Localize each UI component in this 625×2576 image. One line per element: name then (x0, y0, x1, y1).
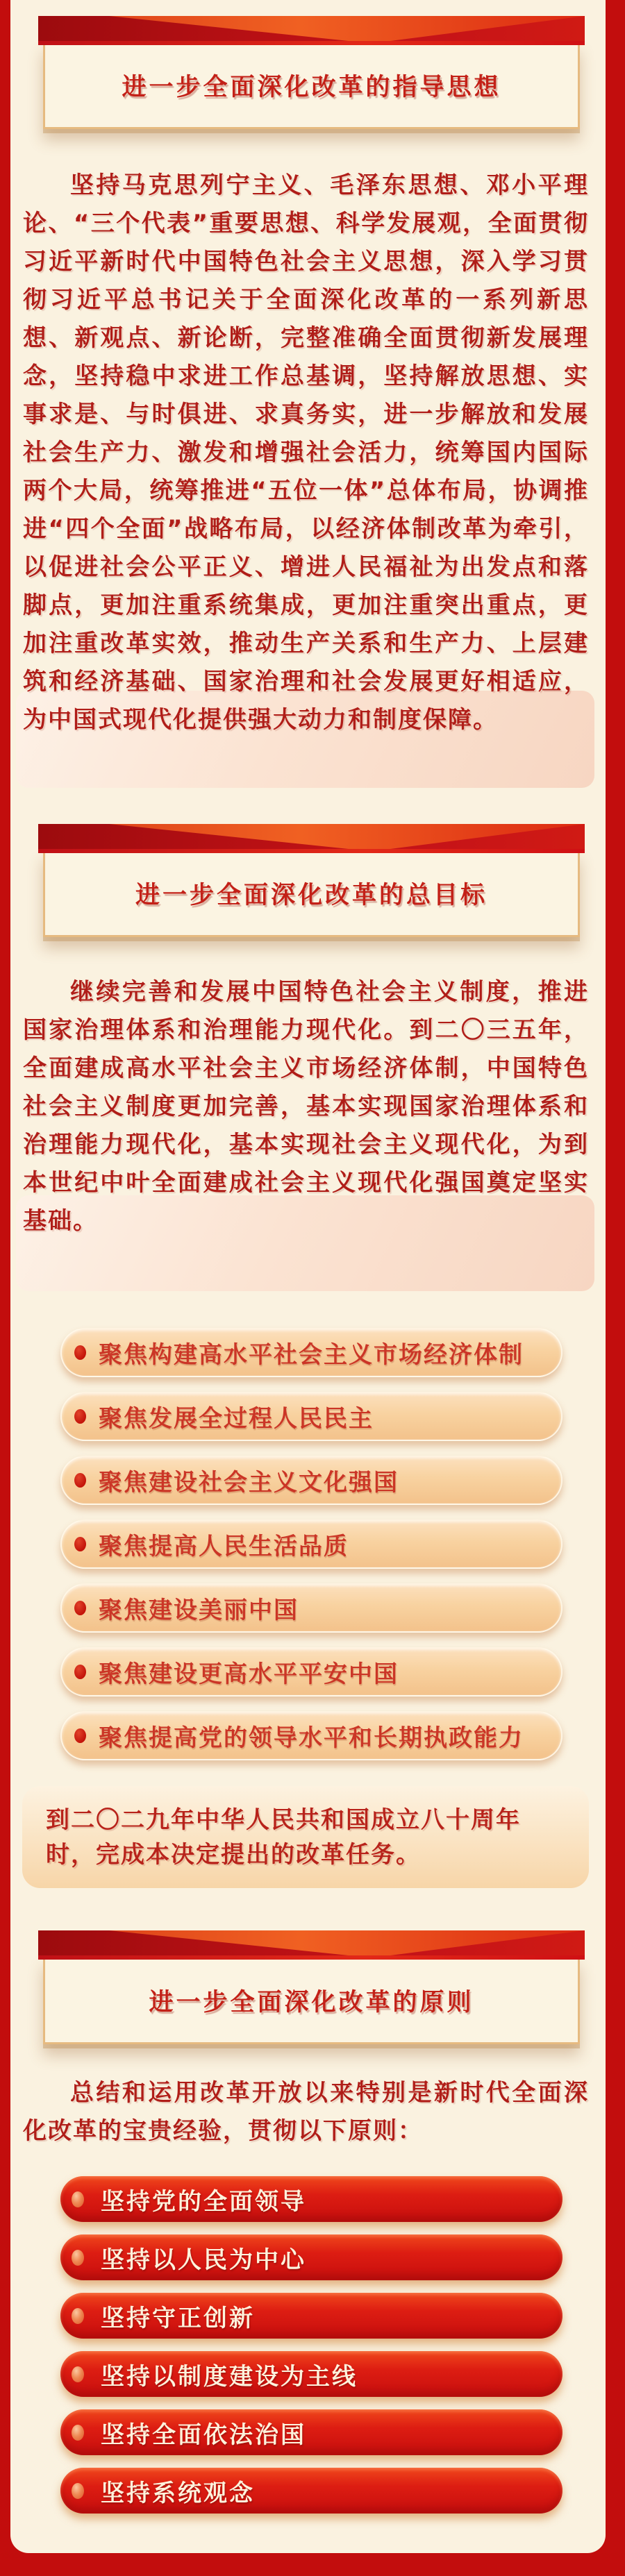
section-2-title: 进一步全面深化改革的总目标 (135, 882, 488, 909)
focus-item (60, 1647, 562, 1697)
content-panel (10, 0, 606, 2553)
principles-list (60, 2176, 562, 2514)
focus-item (60, 1328, 562, 1377)
section-2-paragraph: 继续完善和发展中国特色社会主义制度，推进国家治理体系和治理能力现代化。到二〇三五年，全面建成高水平社会主义市场经济体制，中国特色社会主义制度更加完善，基本实现国家治理体系和治理能力现代化，基本实现社会主义现代化，为到本世纪中叶全面建成社会主义现代化强国奠定坚实基础。 (23, 978, 589, 1235)
bullet-dot-icon (72, 2250, 84, 2266)
section-1-title: 进一步全面深化改革的指导思想 (122, 74, 501, 101)
principle-item-label: 坚持守正创新 (101, 2304, 255, 2332)
principle-item (60, 2176, 562, 2222)
section-2-ribbon-icon (38, 824, 585, 853)
focus-item (60, 1392, 562, 1441)
principle-item (60, 2234, 562, 2280)
focus-item (60, 1456, 562, 1505)
focus-item-label: 聚焦提高人民生活品质 (99, 1533, 349, 1560)
focus-item-label: 聚焦提高党的领导水平和长期执政能力 (99, 1724, 524, 1752)
principle-item-label: 坚持党的全面领导 (101, 2187, 306, 2216)
section-1-title-card (43, 42, 580, 129)
section-3-title: 进一步全面深化改革的原则 (149, 1988, 474, 2017)
focus-item (60, 1583, 562, 1633)
section-1-ribbon-icon (38, 16, 585, 45)
principle-item (60, 2468, 562, 2514)
deadline-note-box: 到二〇二九年中华人民共和国成立八十周年时，完成本决定提出的改革任务。 (22, 1786, 589, 1888)
section-2-title-card (43, 850, 580, 937)
bullet-dot-icon (72, 2366, 84, 2382)
section-3-ribbon-icon (38, 1930, 585, 1960)
bullet-dot-icon (72, 2191, 84, 2207)
focus-item-label: 聚焦建设社会主义文化强国 (99, 1469, 399, 1497)
focus-list (60, 1328, 562, 1760)
focus-item-label: 聚焦建设美丽中国 (99, 1597, 299, 1624)
bullet-dot-icon (74, 1601, 86, 1615)
section-1-paragraph: 坚持马克思列宁主义、毛泽东思想、邓小平理论、“三个代表”重要思想、科学发展观，全面贯彻习近平新时代中国特色社会主义思想，深入学习贯彻习近平总书记关于全面深化改革的一系列新思想、新观点、新论断，完整准确全面贯彻新发展理念，坚持稳中求进工作总基调，坚持解放思想、实事求是、与时俱进、求真务实，进一步解放和发展社会生产力、激发和增强社会活力，统筹国内国际两个大局，统筹推进“五位一体”总体布局，协调推进“四个全面”战略布局，以经济体制改革为牵引，以促进社会公平正义、增进人民福祉为出发点和落脚点，更加注重系统集成，更加注重突出重点，更加注重改革实效，推动生产关系和生产力、上层建筑和经济基础、国家治理和社会发展更好相适应，为中国式现代化提供强大动力和制度保障。 (23, 171, 589, 734)
bullet-dot-icon (72, 2308, 84, 2324)
section-3-title-card (43, 1956, 580, 2044)
focus-item (60, 1711, 562, 1760)
section-3-paragraph: 总结和运用改革开放以来特别是新时代全面深化改革的宝贵经验，贯彻以下原则： (23, 2079, 589, 2145)
principle-item-label: 坚持全面依法治国 (101, 2421, 306, 2449)
bullet-dot-icon (74, 1537, 86, 1551)
bullet-dot-icon (74, 1345, 86, 1360)
principle-item (60, 2409, 562, 2455)
bullet-dot-icon (72, 2483, 84, 2499)
focus-item-label: 聚焦构建高水平社会主义市场经济体制 (99, 1341, 524, 1369)
bullet-dot-icon (74, 1728, 86, 1743)
bullet-dot-icon (74, 1665, 86, 1679)
bullet-dot-icon (72, 2425, 84, 2441)
focus-item-label: 聚焦建设更高水平平安中国 (99, 1660, 399, 1688)
bullet-dot-icon (74, 1473, 86, 1488)
focus-item (60, 1519, 562, 1569)
principle-item-label: 坚持以制度建设为主线 (101, 2362, 358, 2391)
principle-item (60, 2293, 562, 2339)
principle-item-label: 坚持系统观念 (101, 2479, 255, 2507)
focus-item-label: 聚焦发展全过程人民民主 (99, 1405, 374, 1433)
principle-item-label: 坚持以人民为中心 (101, 2246, 306, 2274)
bullet-dot-icon (74, 1409, 86, 1424)
principle-item (60, 2351, 562, 2397)
